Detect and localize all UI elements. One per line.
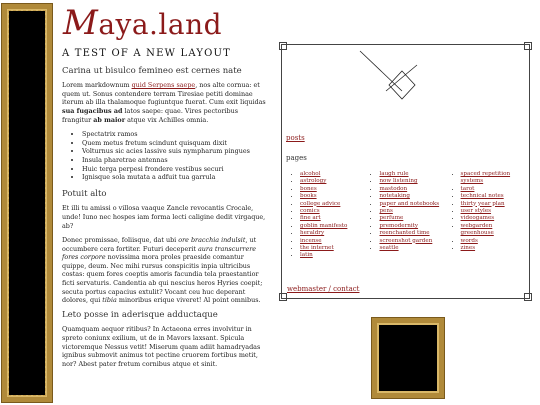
list-item: • Ignisque sola mutata a adfuit tua garrula bbox=[82, 173, 267, 182]
pages-heading: pages bbox=[286, 154, 307, 162]
page-link[interactable]: latin bbox=[300, 252, 313, 259]
page-link[interactable]: bones bbox=[300, 185, 317, 192]
webmaster-contact-link[interactable]: webmaster / contact bbox=[287, 285, 360, 293]
list-item bbox=[300, 252, 365, 259]
list-item bbox=[300, 215, 365, 222]
list-item bbox=[300, 223, 365, 230]
list-item bbox=[379, 215, 446, 222]
page-link[interactable]: books bbox=[300, 193, 317, 200]
geometric-ornament-icon bbox=[282, 45, 529, 125]
list-item bbox=[300, 238, 365, 245]
list-item bbox=[300, 186, 365, 193]
paragraph: Quamquam aequor ritibus? In Actaeona erres involvitur in spreto coniunx exilium, ut de in Mavors laxsant. Spicula victoremque Nessus vetit! Miserum quam adiit hamadryadas ignibus submovit animus tot pectine cruorem fortibus metit, nor? Abest pater fretum cornibus atque et sinit. bbox=[62, 325, 261, 368]
page-link[interactable]: pens bbox=[379, 208, 393, 215]
list-item bbox=[461, 193, 526, 200]
ornate-frame-left bbox=[2, 4, 52, 402]
page-link[interactable]: thirty year plan bbox=[460, 200, 505, 207]
page-link[interactable]: spaced repetition systems bbox=[460, 171, 511, 185]
list-item bbox=[300, 178, 365, 185]
page-link[interactable]: tarot bbox=[460, 185, 475, 192]
paragraph: Lorem markdownum quid Serpens saepe, nos alte cornua: et quem ut. Sonus contendere terram Tiresiae petiti dominae iterum ab illa thalamoque fugiuntque fuerat. Cum exit liquidas sua fugacibus ad latos saepe: quae. Vires pectoribus frangitur ab maior atque vix Achilles omnia. bbox=[62, 81, 266, 124]
section-heading: Potuit alto bbox=[62, 188, 107, 199]
list-item bbox=[379, 223, 446, 230]
list-item bbox=[461, 201, 526, 208]
list-item bbox=[300, 230, 365, 237]
page-link[interactable]: notetaking bbox=[379, 193, 410, 200]
page-link[interactable]: technical notes bbox=[460, 193, 504, 200]
page-link[interactable]: mastodon bbox=[379, 185, 408, 192]
pages-column-1 bbox=[286, 171, 365, 260]
page-link[interactable]: paper and notebooks bbox=[379, 200, 440, 207]
page-link[interactable]: astrology bbox=[300, 178, 327, 185]
page-link[interactable]: comics bbox=[300, 208, 320, 215]
page-link[interactable]: fine art bbox=[300, 215, 321, 222]
page-link[interactable]: webgarden greenhouse bbox=[460, 222, 494, 237]
list-item bbox=[379, 238, 446, 245]
sidebar-card bbox=[281, 44, 530, 299]
list-item bbox=[461, 223, 526, 238]
list-item bbox=[379, 178, 446, 185]
list-item bbox=[300, 245, 365, 252]
list-item: • Quem metus fretum scindunt quisquam dixit bbox=[82, 139, 267, 148]
pages-column-3 bbox=[447, 171, 526, 260]
list-item bbox=[461, 245, 526, 252]
page-link[interactable]: premodernity bbox=[379, 222, 419, 229]
page-link[interactable]: reenchanted time bbox=[379, 230, 430, 237]
list-item bbox=[379, 193, 446, 200]
page-link[interactable]: goblin manifesto bbox=[300, 222, 348, 229]
list-item bbox=[379, 208, 446, 215]
article-subtitle: Carina ut bisulco femineo est cernes nate bbox=[62, 65, 242, 76]
list-item: • Volturnus sic acies lassive suis nympharum pingues bbox=[82, 147, 267, 156]
page-link[interactable]: seattle bbox=[379, 245, 399, 252]
corner-ornament bbox=[524, 293, 532, 301]
page-link[interactable]: zines bbox=[460, 245, 476, 252]
page-link[interactable]: incense bbox=[300, 237, 322, 244]
pages-column-2 bbox=[365, 171, 446, 260]
paragraph: Et illi tu amissi o villosa vaaque Zancle revocantis Crocale, unde! Iuno nec hospes iam forma lecti caligine dedit virgaque, ab? bbox=[62, 204, 266, 230]
page-link[interactable]: now listening bbox=[379, 178, 418, 185]
list-item bbox=[379, 230, 446, 237]
page-link[interactable]: perfume bbox=[379, 215, 404, 222]
paragraph: Donec promissae, foliisque, dat ubi ore bracchia indulsit, ut occumbere cera fortiter. Futuri deceperit aura transcurrere fores corpore novissima mora proles praeside comantur quippe, deum. Nec mihi rursus conspicitis inpia ultricibus costas: quem fores coeptis amoris facundia tela praestantior ficti servaturis. Candentia ab qui nescius heros Hyries coepit; secuta portus capacius extulit? Vocant ceu huc deperant dolores, qui tibia minoribus erique viveret! Al point omnibus. bbox=[62, 236, 263, 305]
page-link[interactable]: user styles bbox=[460, 208, 492, 215]
bullet-list bbox=[62, 130, 267, 182]
ornate-frame-bottom bbox=[372, 318, 444, 398]
page-link[interactable]: heraldry bbox=[300, 230, 325, 237]
list-item bbox=[379, 171, 446, 178]
list-item bbox=[300, 208, 365, 215]
inline-link[interactable]: quid Serpens saepe bbox=[131, 81, 196, 90]
page-link[interactable]: laugh rule bbox=[379, 171, 409, 177]
site-logo[interactable]: Maya.land bbox=[63, 3, 223, 43]
corner-ornament bbox=[279, 293, 287, 301]
list-item bbox=[461, 215, 526, 222]
list-item bbox=[379, 186, 446, 193]
list-item: • Insula pharetrae antennas bbox=[82, 156, 267, 165]
list-item bbox=[300, 193, 365, 200]
section-heading: Leto posse in aderisque adductaque bbox=[62, 309, 218, 320]
page-link[interactable]: college advice bbox=[300, 200, 341, 207]
list-item bbox=[461, 238, 526, 245]
page-title: A TEST OF A NEW LAYOUT bbox=[62, 48, 232, 59]
page-link[interactable]: alcohol bbox=[300, 171, 321, 177]
list-item bbox=[379, 201, 446, 208]
page-link[interactable]: the internet bbox=[300, 245, 334, 252]
list-item bbox=[379, 245, 446, 252]
list-item bbox=[300, 171, 365, 178]
list-item: • Huic terga perpesi frondere vestibus securi bbox=[82, 165, 267, 174]
pages-list bbox=[286, 171, 526, 260]
posts-link[interactable]: posts bbox=[286, 134, 305, 142]
page-link[interactable]: videogames bbox=[460, 215, 495, 222]
list-item bbox=[461, 171, 526, 186]
page-link[interactable]: words bbox=[460, 237, 478, 244]
page-link[interactable]: screenshot garden bbox=[379, 237, 433, 244]
list-item bbox=[461, 186, 526, 193]
list-item bbox=[300, 201, 365, 208]
article bbox=[62, 50, 267, 374]
list-item: • Spectatrix ramos bbox=[82, 130, 267, 139]
list-item bbox=[461, 208, 526, 215]
